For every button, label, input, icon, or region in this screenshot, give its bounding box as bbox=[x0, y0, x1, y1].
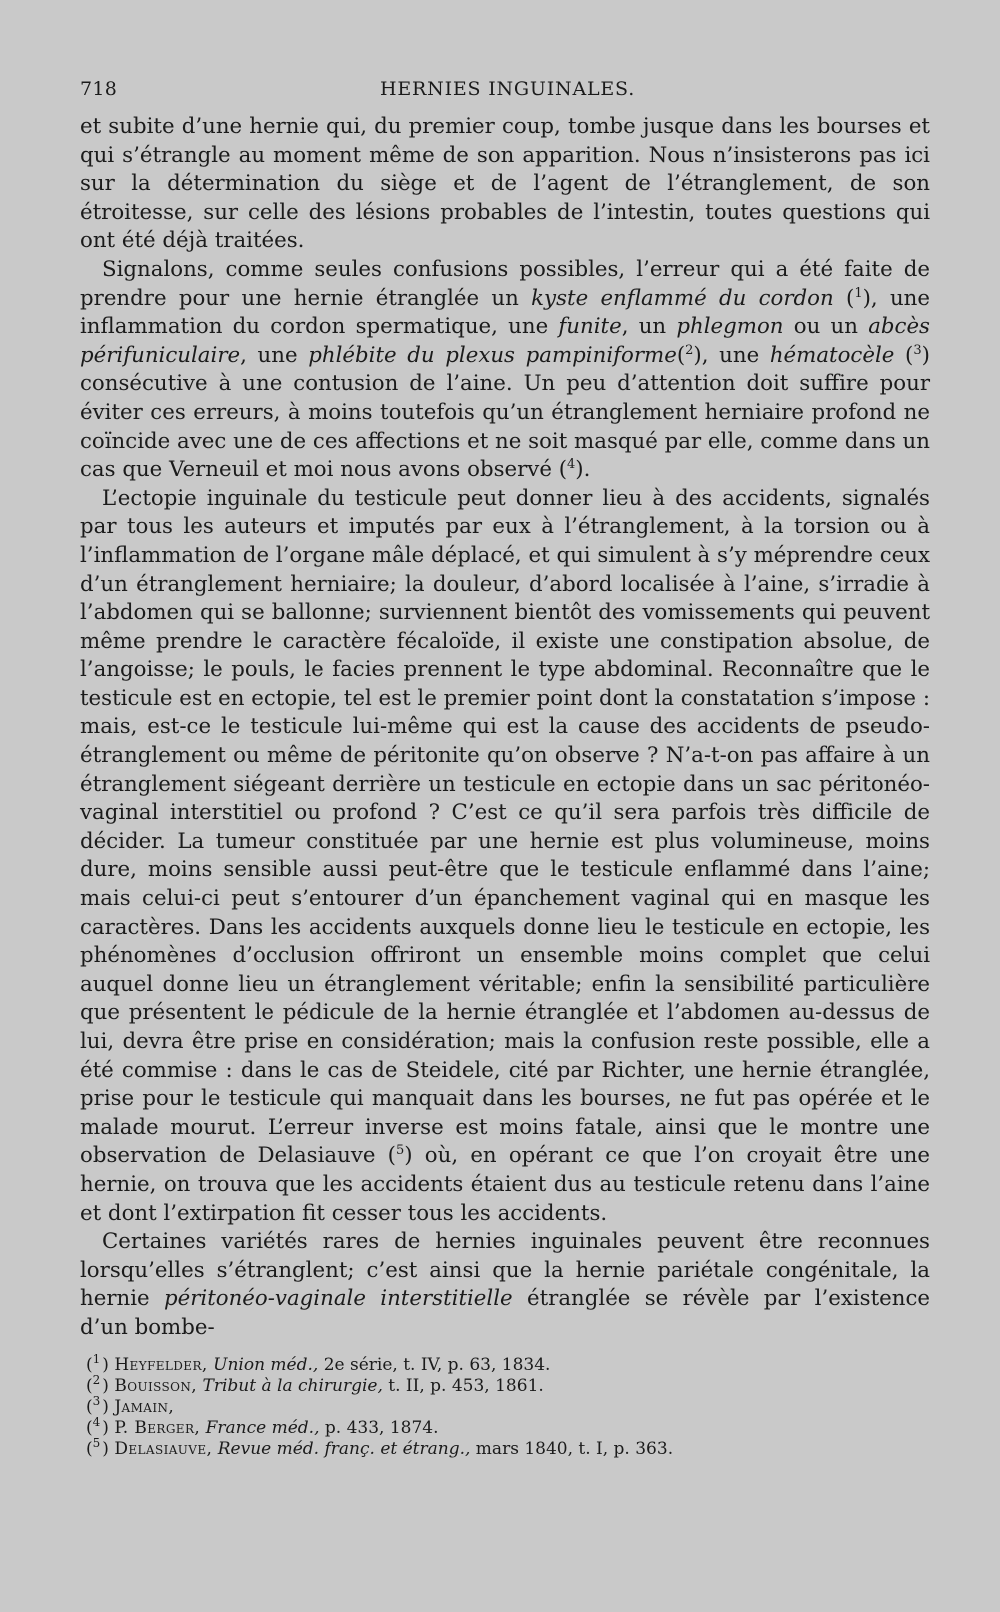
footnote-details: p. 433, 1874. bbox=[319, 1418, 439, 1438]
p2-text-r: . bbox=[583, 457, 591, 483]
p3-text-a: L’ectopie inguinale du testicule peut donner lieu à des accidents, signalés par tous les auteurs et imputés par eux à l’étranglement, à la torsion ou à l’inflammation de l’organe mâle déplacé, et qui simulent à s’y méprendre ceux d’un étranglement herniaire; la douleur, d’abord localisée à l’aine, s’irradie à l’abdomen qui se ballonne; surviennent bientôt des vomissements qui peuvent même prendre le caractère fécaloïde, il existe une constipation absolue, de l’angoisse; le pouls, le facies prennent le type abdominal. Reconnaître que le testicule est en ectopie, tel est le premier point dont la constatation s’impose : mais, est-ce le testicule lui-même qui est la cause des accidents de pseudo-étranglement ou même de péritonite qu’on observe ? N’a-t-on pas affaire à un étranglement siégeant derrière un testicule en ectopie dans un sac péritonéo-vaginal interstitiel ou profond ? C’est ce qu’il sera parfois très difficile de décider. La tumeur constituée par une hernie est plus volumineuse, moins dure, moins sensible aussi peut-être que le testicule enflammé dans l’aine; mais celui-ci peut s’entourer d’un épanchement vaginal qui en masque les caractères. Dans les accidents auxquels donne lieu le testicule en ectopie, les phénomènes d’occlusion offriront un ensemble moins complet que celui auquel donne lieu un étranglement véritable; enfin la sensibilité particulière que présentent le pédicule de la hernie étranglée et l’abdomen au-dessus de lui, devra être prise en considération; mais la confusion reste possible, elle a été commise : dans le cas de Steidele, cité par Richter, une hernie étranglée, prise pour le testicule qui manquait dans les bourses, ne fut pas opérée et le malade mourut. L’erreur inverse est moins fatale, ainsi que le montre une observation de Delasiauve bbox=[80, 485, 930, 1169]
p2-text-d: , une inflammation du cordon spermatique, une bbox=[80, 285, 930, 340]
p2-text-a: Signalons, comme seules confusions possibles, l’erreur qui a été faite de prendre pour une hernie étranglée un bbox=[80, 256, 930, 311]
footnote-ref-1: 1 bbox=[854, 285, 863, 301]
running-head: HERNIES INGUINALES. bbox=[380, 78, 636, 100]
p2-text-m: , une bbox=[701, 342, 770, 368]
footnote-ref-2: 2 bbox=[685, 342, 694, 358]
p4-italic-peritoneo: péritonéo-vaginale interstitielle bbox=[163, 1286, 513, 1312]
footnote-2: ($^2$ ) Bouisson, Tribut à la chirurgie, t. II, p. 453, 1861. bbox=[86, 1373, 544, 1396]
p2-italic-kyste: kyste enflammé du cordon bbox=[531, 285, 834, 311]
p2-italic-hematocele: hématocèle bbox=[769, 342, 895, 368]
p2-italic-phlebite: phlébite du plexus pampiniforme bbox=[308, 342, 677, 368]
footnote-5: ($^5$ ) Delasiauve, Revue méd. franç. et étrang., mars 1840, t. I, p. 363. bbox=[86, 1436, 674, 1459]
paragraph-2: Signalons, comme seules confusions possibles, l’erreur qui a été faite de prendre pour une hernie étranglée un kyste enflammé du cordon ($^1$), une inflammation du cordon spermatique, une funite, un phlegmon ou un abcès périfuniculaire, une phlébite du plexus pampiniforme($^2$), une hématocèle ($^3$) consécutive à une contusion de l’aine. Un peu d’attention doit suffire pour éviter ces erreurs, à moins toutefois qu’un étranglement herniaire profond ne coïncide avec une de ces affections et ne soit masqué par elle, comme dans un cas que Verneuil et moi nous avons observé ($^4$). bbox=[80, 256, 930, 483]
footnote-work: Tribut à la chirurgie, bbox=[202, 1376, 383, 1396]
footnote-details: mars 1840, t. I, p. 363. bbox=[470, 1439, 674, 1459]
p2-italic-abces: abcès périfuniculaire bbox=[80, 314, 930, 368]
footnote-number: 2 bbox=[92, 1373, 101, 1388]
p2-text-f: , un bbox=[621, 314, 677, 340]
paragraph-1-text: et subite d’une hernie qui, du premier coup, tombe jusque dans les bourses et qui s’étrangle au moment même de son apparition. Nous n’insisterons pas ici sur la détermination du siège et de l’agent de l’étranglement, de son étroitesse, sur celle des lésions probables de l’intestin, toutes questions qui ont été déjà traitées. bbox=[80, 114, 930, 254]
p2-italic-phlegmon: phlegmon bbox=[676, 314, 784, 340]
footnote-author: P. Berger, bbox=[114, 1418, 201, 1438]
footnote-work: Revue méd. franç. et étrang., bbox=[217, 1439, 471, 1459]
footnote-author: Jamain, bbox=[114, 1397, 175, 1417]
footnote-details: 2e série, t. IV, p. 63, 1834. bbox=[318, 1355, 551, 1375]
p2-text-h: ou un bbox=[783, 314, 869, 340]
p3-text-c: où, en opérant ce que l’on croyait être une hernie, on trouva que les accidents étaient dus au testicule retenu dans l’aine et dont l’extirpation fit cesser tous les accidents. bbox=[80, 1143, 930, 1226]
paragraph-1 bbox=[80, 113, 930, 256]
p2-text-p: consécutive à une contusion de l’aine. Un peu d’attention doit suffire pour éviter ces erreurs, à moins toutefois qu’un étranglement herniaire profond ne coïncide avec une de ces affections et ne soit masqué par elle, comme dans un cas que Verneuil et moi nous avons observé bbox=[80, 371, 930, 483]
footnotes bbox=[86, 1352, 866, 1460]
footnote-4: ($^4$ ) P. Berger, France méd., p. 433, 1874. bbox=[86, 1415, 439, 1438]
footnote-details: t. II, p. 453, 1861. bbox=[382, 1376, 544, 1396]
p4-text-a: Certaines variétés rares de hernies inguinales peuvent être reconnues lorsqu’elles s’étranglent; c’est ainsi que la hernie pariétale congénitale, la hernie bbox=[80, 1229, 930, 1312]
body-text bbox=[80, 113, 931, 1340]
p2-italic-funite: funite bbox=[558, 314, 622, 340]
page-header bbox=[80, 78, 930, 108]
footnote-author: Delasiauve, bbox=[114, 1439, 213, 1459]
footnote-author: Bouisson, bbox=[114, 1376, 198, 1396]
footnote-ref-4: 4 bbox=[567, 457, 576, 473]
footnote-number: 5 bbox=[92, 1436, 101, 1451]
paragraph-4 bbox=[80, 1228, 930, 1342]
footnote-1: ($^1$ ) Heyfelder, Union méd., 2e série, t. IV, p. 63, 1834. bbox=[86, 1352, 551, 1375]
footnote-work: Union méd., bbox=[213, 1355, 319, 1375]
footnote-number: 1 bbox=[92, 1352, 101, 1367]
footnote-3: ($^3$ ) Jamain, bbox=[86, 1394, 175, 1417]
footnote-number: 3 bbox=[92, 1394, 101, 1409]
footnote-work: France méd., bbox=[205, 1418, 320, 1438]
footnote-author: Heyfelder, bbox=[114, 1355, 208, 1375]
paragraph-3: L’ectopie inguinale du testicule peut donner lieu à des accidents, signalés par tous les auteurs et imputés par eux à l’étranglement, à la torsion ou à l’inflammation de l’organe mâle déplacé, et qui simulent à s’y méprendre ceux d’un étranglement herniaire; la douleur, d’abord localisée à l’aine, s’irradie à l’abdomen qui se ballonne; surviennent bientôt des vomissements qui peuvent même prendre le caractère fécaloïde, il existe une constipation absolue, de l’angoisse; le pouls, le facies prennent le type abdominal. Reconnaître que le testicule est en ectopie, tel est le premier point dont la constatation s’impose : mais, est-ce le testicule lui-même qui est la cause des accidents de pseudo-étranglement ou même de péritonite qu’on observe ? N’a-t-on pas affaire à un étranglement siégeant derrière un testicule en ectopie dans un sac péritonéo-vaginal interstitiel ou profond ? C’est ce qu’il sera parfois très difficile de décider. La tumeur constituée par une hernie est plus volumineuse, moins dure, moins sensible aussi peut-être que le testicule enflammé dans l’aine; mais celui-ci peut s’entourer d’un épanchement vaginal qui en masque les caractères. Dans les accidents auxquels donne lieu le testicule en ectopie, les phénomènes d’occlusion offriront un ensemble moins complet que celui auquel donne lieu un étranglement véritable; enfin la sensibilité particulière que présentent le pédicule de la hernie étranglée et l’abdomen au-dessus de lui, devra être prise en considération; mais la confusion reste possible, elle a été commise : dans le cas de Steidele, cité par Richter, une hernie étranglée, prise pour le testicule qui manquait dans les bourses, ne fut pas opérée et le malade mourut. L’erreur inverse est moins fatale, ainsi que le montre une observation de Delasiauve ($^5$) où, en opérant ce que l’on croyait être une hernie, on trouva que les accidents étaient dus au testicule retenu dans l’aine et dont l’extirpation fit cesser tous les accidents. bbox=[80, 485, 930, 1226]
p2-text-j: , une bbox=[240, 342, 309, 368]
footnote-number: 4 bbox=[92, 1415, 101, 1430]
footnote-ref-3: 3 bbox=[913, 342, 922, 358]
page-number: 718 bbox=[80, 78, 118, 100]
footnote-ref-5: 5 bbox=[395, 1143, 405, 1159]
p4-text-c: étranglée se révèle par l’existence d’un bombe- bbox=[80, 1286, 931, 1340]
